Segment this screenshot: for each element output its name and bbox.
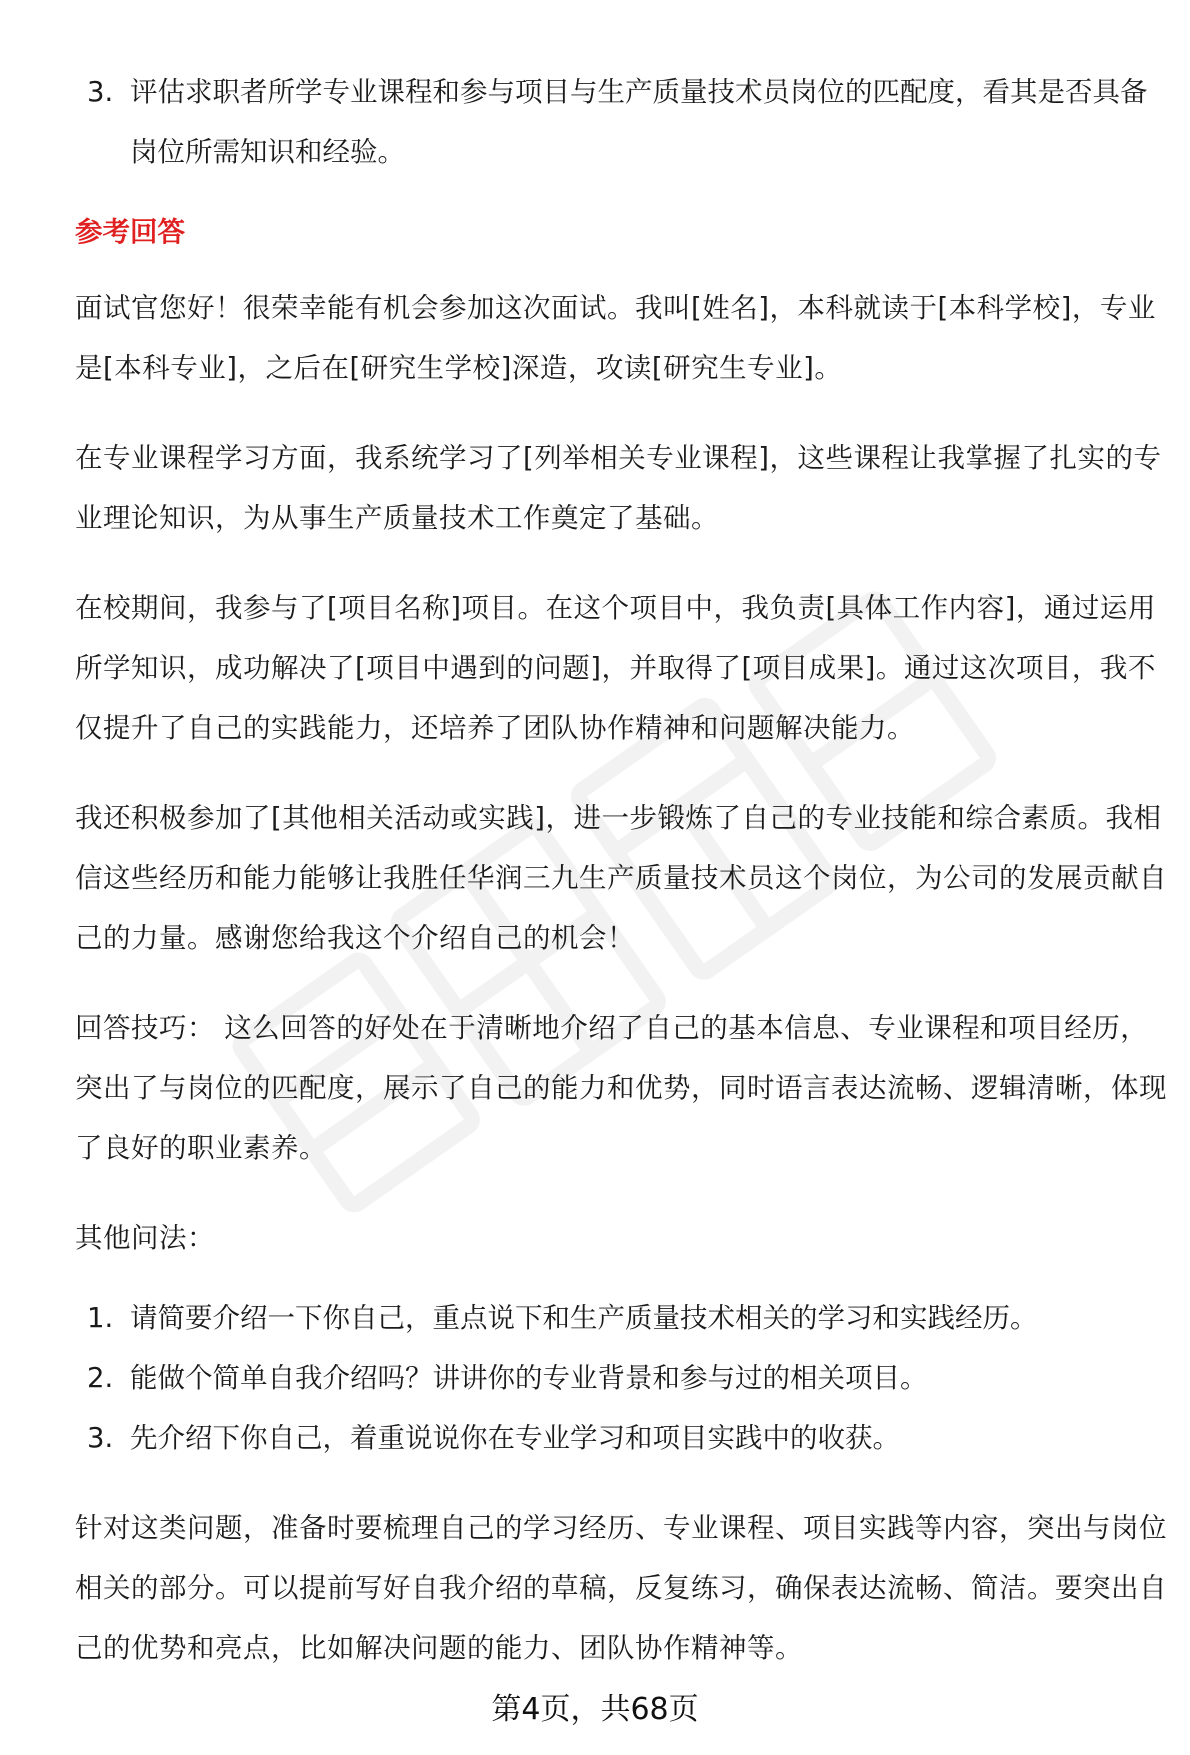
list-item-text: 评估求职者所学专业课程和参与项目与生产质量技术员岗位的匹配度，看其是否具备岗位所需知识和经验。 (130, 76, 1148, 168)
other-questions-list (75, 1288, 1170, 1468)
list-item-text: 能做个简单自我介绍吗？讲讲你的专业背景和参与过的相关项目。 (130, 1362, 928, 1394)
top-numbered-list (75, 62, 1170, 182)
other-questions-label: 其他问法： (75, 1222, 215, 1254)
page-number-footer: 第4页，共68页 (491, 1692, 699, 1727)
answer-tips-paragraph: 回答技巧： 这么回答的好处在于清晰地介绍了自己的基本信息、专业课程和项目经历，突出了与岗位的匹配度，展示了自己的能力和优势，同时语言表达流畅、逻辑清晰，体现了良好的职业素养。 (75, 1012, 1167, 1164)
list-item (75, 1408, 1170, 1468)
list-item-number: 1. (87, 1302, 114, 1334)
list-item (75, 62, 1170, 182)
list-item-number: 2. (87, 1362, 114, 1394)
answer-paragraph: 在校期间，我参与了[项目名称]项目。在这个项目中，我负责[具体工作内容]，通过运用所学知识，成功解决了[项目中遇到的问题]，并取得了[项目成果]。通过这次项目，我不仅提升了自己的实践能力，还培养了团队协作精神和问题解决能力。 (75, 592, 1156, 744)
section-heading-reference-answer: 参考回答 (75, 216, 185, 248)
answer-paragraph: 我还积极参加了[其他相关活动或实践]，进一步锻炼了自己的专业技能和综合素质。我相信这些经历和能力能够让我胜任华润三九生产质量技术员这个岗位，为公司的发展贡献自己的力量。感谢您给我这个介绍自己的机会！ (75, 802, 1167, 954)
list-item-number: 3. (87, 76, 114, 108)
list-item-text: 先介绍下你自己，着重说说你在专业学习和项目实践中的收获。 (130, 1422, 900, 1454)
list-item (75, 1348, 1170, 1408)
document-page (75, 62, 1170, 1708)
list-item (75, 1288, 1170, 1348)
advice-paragraph: 针对这类问题，准备时要梳理自己的学习经历、专业课程、项目实践等内容，突出与岗位相关的部分。可以提前写好自我介绍的草稿，反复练习，确保表达流畅、简洁。要突出自己的优势和亮点，比如解决问题的能力、团队协作精神等。 (75, 1512, 1167, 1664)
answer-paragraph: 在专业课程学习方面，我系统学习了[列举相关专业课程]，这些课程让我掌握了扎实的专业理论知识，为从事生产质量技术工作奠定了基础。 (75, 442, 1162, 534)
list-item-text: 请简要介绍一下你自己，重点说下和生产质量技术相关的学习和实践经历。 (130, 1302, 1038, 1334)
list-item-number: 3. (87, 1422, 114, 1454)
answer-paragraph: 面试官您好！很荣幸能有机会参加这次面试。我叫[姓名]，本科就读于[本科学校]，专业是[本科专业]，之后在[研究生学校]深造，攻读[研究生专业]。 (75, 292, 1156, 384)
